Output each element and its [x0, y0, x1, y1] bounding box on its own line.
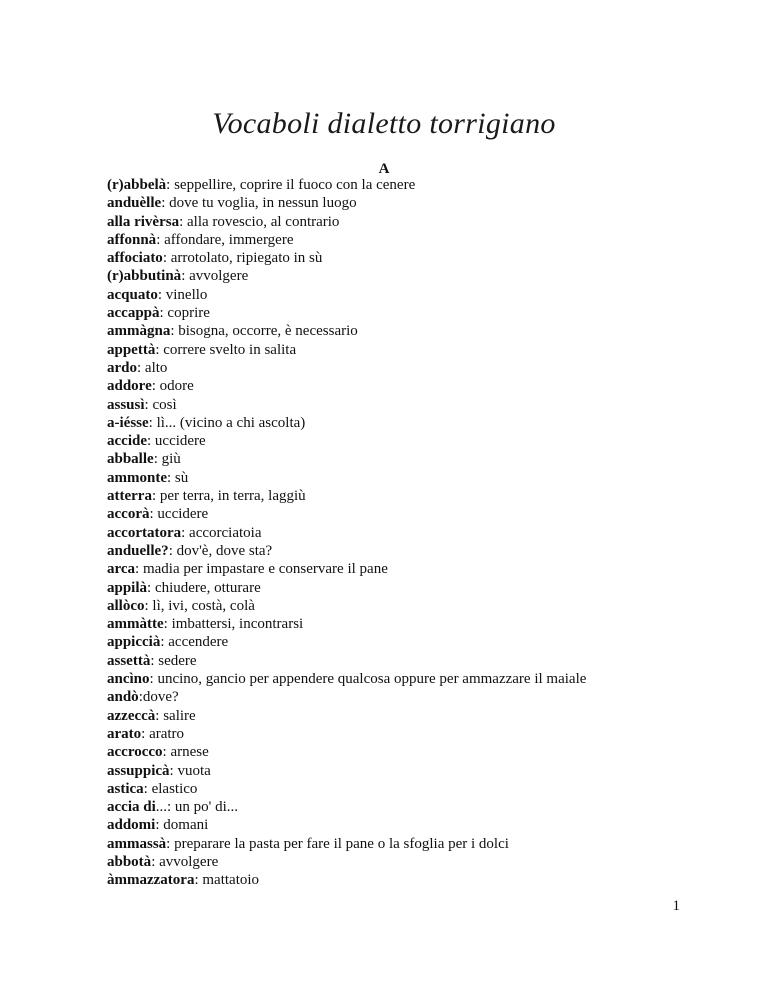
entry-term: arato	[107, 725, 142, 742]
entry-term: ancìno	[107, 671, 150, 688]
entry-separator: :	[151, 853, 160, 870]
entry-separator: :	[146, 433, 155, 450]
entry-separator: :	[162, 250, 171, 267]
glossary-entry	[107, 341, 707, 359]
glossary-entry	[107, 560, 707, 578]
glossary-entry	[107, 450, 707, 468]
entry-term: anduelle?	[107, 542, 169, 559]
section-letter-heading: A	[378, 161, 390, 177]
glossary-entry	[107, 780, 707, 798]
glossary-entry	[107, 286, 707, 304]
entry-separator: :	[181, 268, 190, 285]
entry-definition: giù	[161, 451, 181, 468]
entry-definition: aratro	[149, 725, 185, 742]
glossary-entry	[107, 707, 707, 725]
entry-definition: sedere	[158, 652, 197, 669]
entry-definition: vinello	[165, 286, 208, 303]
entry-separator: :	[144, 597, 153, 614]
entry-definition: mattatoio	[202, 872, 260, 889]
entry-term: àmmazzatora	[107, 872, 195, 889]
glossary-entry	[107, 633, 707, 651]
glossary-entry	[107, 414, 707, 432]
entry-definition: arnese	[170, 744, 209, 761]
entry-definition: vuota	[177, 762, 211, 779]
entry-separator: :	[149, 671, 158, 688]
entry-definition: sù	[174, 469, 189, 486]
glossary-list	[107, 176, 707, 890]
entry-definition: uccidere	[154, 433, 206, 450]
entry-definition: dove?	[142, 689, 179, 706]
entry-separator: :	[144, 396, 153, 413]
entry-term: abballe	[107, 451, 154, 468]
glossary-entry	[107, 469, 707, 487]
entry-definition: madia per impastare e conservare il pane	[142, 561, 388, 578]
entry-term: a-iésse	[107, 414, 149, 431]
entry-definition: uncino, gancio per appendere qualcosa oppure per ammazzare il maiale	[157, 671, 587, 688]
glossary-entry	[107, 670, 707, 688]
entry-definition: seppellire, coprire il fuoco con la cenere	[174, 177, 416, 193]
entry-term: affonnà	[107, 231, 157, 248]
entry-definition: per terra, in terra, laggiù	[159, 488, 306, 505]
entry-term: appilà	[107, 579, 148, 596]
entry-definition: elastico	[151, 780, 198, 797]
entry-term: assusì	[107, 396, 145, 413]
entry-term: addore	[107, 378, 152, 395]
entry-separator: :	[141, 725, 150, 742]
page-number: 1	[672, 898, 680, 914]
entry-separator: :	[149, 506, 158, 523]
entry-separator: :	[160, 634, 169, 651]
glossary-entry	[107, 853, 707, 871]
entry-definition: avvolgere	[189, 268, 249, 285]
glossary-entry	[107, 615, 707, 633]
glossary-entry	[107, 505, 707, 523]
glossary-entry	[107, 176, 707, 194]
entry-definition: così	[152, 396, 177, 413]
glossary-entry	[107, 597, 707, 615]
entry-separator: :	[167, 469, 175, 486]
entry-definition: preparare la pasta per fare il pane o la sfoglia per i dolci	[174, 835, 509, 852]
entry-term: appiccià	[107, 634, 161, 651]
entry-separator: :	[135, 561, 143, 578]
entry-separator: :	[166, 835, 175, 852]
glossary-entry	[107, 377, 707, 395]
entry-term: atterra	[107, 488, 152, 505]
entry-separator: :	[138, 689, 143, 706]
entry-definition: correre svelto in salita	[163, 341, 297, 358]
entry-term: accrocco	[107, 744, 163, 761]
entry-definition: uccidere	[157, 506, 209, 523]
entry-separator: :	[155, 341, 164, 358]
entry-separator: :	[163, 616, 172, 633]
entry-definition: imbattersi, incontrarsi	[171, 616, 304, 633]
glossary-entry	[107, 871, 707, 889]
entry-separator: :	[157, 286, 166, 303]
entry-separator: :	[156, 231, 165, 248]
entry-term: accappà	[107, 305, 160, 322]
entry-definition: coprire	[167, 305, 210, 322]
glossary-entry	[107, 396, 707, 414]
entry-definition: salire	[163, 707, 196, 724]
entry-definition: lì... (vicino a chi ascolta)	[156, 414, 306, 431]
entry-separator: :	[169, 762, 178, 779]
glossary-entry	[107, 487, 707, 505]
entry-separator: :	[155, 707, 164, 724]
entry-definition: accendere	[168, 634, 229, 651]
entry-separator: :	[161, 195, 170, 212]
entry-definition: lì, ivi, costà, colà	[152, 597, 255, 614]
glossary-entry	[107, 688, 707, 706]
entry-separator: :	[168, 542, 177, 559]
glossary-entry	[107, 213, 707, 231]
glossary-entry	[107, 304, 707, 322]
glossary-entry	[107, 816, 707, 834]
glossary-entry	[107, 743, 707, 761]
entry-term: (r)abbelà	[107, 177, 167, 193]
glossary-entry	[107, 835, 707, 853]
glossary-entry	[107, 359, 707, 377]
entry-separator: :	[148, 414, 157, 431]
entry-term: ammàgna	[107, 323, 171, 340]
glossary-entry	[107, 542, 707, 560]
entry-definition: alto	[144, 359, 168, 376]
glossary-entry	[107, 249, 707, 267]
entry-separator: :	[143, 780, 152, 797]
entry-term: azzeccà	[107, 707, 156, 724]
glossary-entry	[107, 652, 707, 670]
entry-definition: chiudere, otturare	[154, 579, 261, 596]
glossary-entry	[107, 432, 707, 450]
entry-term: astica	[107, 780, 144, 797]
entry-term: ammassà	[107, 835, 167, 852]
glossary-entry	[107, 798, 707, 816]
entry-definition: alla rovescio, al contrario	[187, 213, 340, 230]
glossary-entry	[107, 194, 707, 212]
page-title: Vocaboli dialetto torrigiano	[212, 107, 556, 140]
entry-term: addomi	[107, 817, 156, 834]
glossary-entry	[107, 231, 707, 249]
entry-separator: :	[151, 488, 160, 505]
entry-term: ardo	[107, 359, 137, 376]
entry-term: allòco	[107, 597, 145, 614]
entry-separator: :	[170, 323, 179, 340]
entry-separator: :	[155, 817, 164, 834]
entry-definition: un po' di...	[174, 799, 239, 816]
entry-definition: affondare, immergere	[164, 231, 294, 248]
entry-term: affociato	[107, 250, 163, 267]
entry-term: andò	[107, 689, 139, 706]
entry-definition: avvolgere	[159, 853, 219, 870]
entry-definition: bisogna, occorre, è necessario	[178, 323, 358, 340]
entry-separator: :	[159, 305, 168, 322]
entry-term: ammonte	[107, 469, 167, 486]
entry-separator: :	[181, 524, 190, 541]
entry-term: anduèlle	[107, 195, 162, 212]
glossary-entry	[107, 762, 707, 780]
glossary-entry	[107, 322, 707, 340]
entry-separator: :	[147, 579, 155, 596]
entry-term: alla rivèrsa	[107, 213, 180, 230]
entry-separator: :	[194, 872, 203, 889]
entry-definition: dove tu voglia, in nessun luogo	[169, 195, 357, 212]
glossary-entry	[107, 725, 707, 743]
entry-term: accia di	[107, 799, 156, 816]
entry-term: accide	[107, 433, 147, 450]
entry-term: accortatora	[107, 524, 182, 541]
entry-definition: domani	[163, 817, 209, 834]
entry-term: arca	[107, 561, 136, 578]
entry-term: accorà	[107, 506, 150, 523]
entry-definition: accorciatoia	[189, 524, 262, 541]
glossary-entry	[107, 524, 707, 542]
entry-term: assuppicà	[107, 762, 170, 779]
entry-term: ammàtte	[107, 616, 164, 633]
entry-separator: :	[150, 652, 159, 669]
entry-separator: :	[179, 213, 187, 230]
entry-definition: arrotolato, ripiegato in sù	[170, 250, 323, 267]
entry-term: (r)abbutinà	[107, 268, 182, 285]
entry-separator: :	[166, 177, 175, 193]
entry-term: abbotà	[107, 853, 152, 870]
glossary-entry	[107, 267, 707, 285]
entry-term: appettà	[107, 341, 156, 358]
glossary-entry	[107, 579, 707, 597]
entry-separator: :	[153, 451, 162, 468]
entry-separator: :	[162, 744, 171, 761]
entry-definition: odore	[159, 378, 194, 395]
entry-separator: :	[151, 378, 160, 395]
entry-term: assettà	[107, 652, 151, 669]
entry-separator: :	[137, 359, 145, 376]
entry-separator: ...:	[155, 799, 175, 816]
entry-definition: dov'è, dove sta?	[176, 542, 273, 559]
entry-term: acquato	[107, 286, 158, 303]
